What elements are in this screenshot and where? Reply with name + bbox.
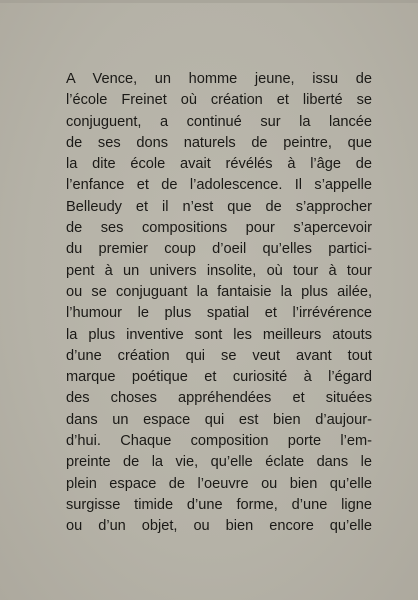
body-text [66,69,372,538]
text-line: pent à un univers insolite, où tour à tour [66,262,372,279]
text-line: du premier coup d’oeil qu’elles partici- [66,241,372,258]
text-line: Belleudy et il n’est que de s’approcher [66,198,372,215]
text-line: l’humour le plus spatial et l’irrévérence [66,305,372,322]
text-line: la plus inventive sont les meilleurs atouts [66,326,372,343]
text-line: ou d’un objet, ou bien encore qu’elle [66,518,372,535]
text-line: l’école Freinet où création et liberté se [66,92,372,109]
text-line: de ses dons naturels de peintre, que [66,134,372,151]
text-line: l’enfance et de l’adolescence. Il s’appelle [66,177,372,194]
text-line: dans un espace qui est bien d’aujour- [66,411,372,428]
page-top-edge [0,0,418,3]
text-line: des choses appréhendées et situées [66,390,372,407]
text-line: preinte de la vie, qu’elle éclate dans le [66,454,372,471]
text-line: A Vence, un homme jeune, issu de [66,71,372,87]
text-line: la dite école avait révélés à l’âge de [66,156,372,173]
text-line: de ses compositions pour s’apercevoir [66,220,372,237]
text-line: plein espace de l’oeuvre ou bien qu’elle [66,475,372,492]
text-line: d’hui. Chaque composition porte l’em- [66,433,372,450]
text-line: surgisse timide d’une forme, d’une ligne [66,496,372,513]
text-line: d’une création qui se veut avant tout [66,347,372,364]
text-line: marque poétique et curiosité à l’égard [66,369,372,386]
text-line: ou se conjuguant la fantaisie la plus ailée, [66,283,372,300]
text-line: conjuguent, a continué sur la lancée [66,113,372,130]
